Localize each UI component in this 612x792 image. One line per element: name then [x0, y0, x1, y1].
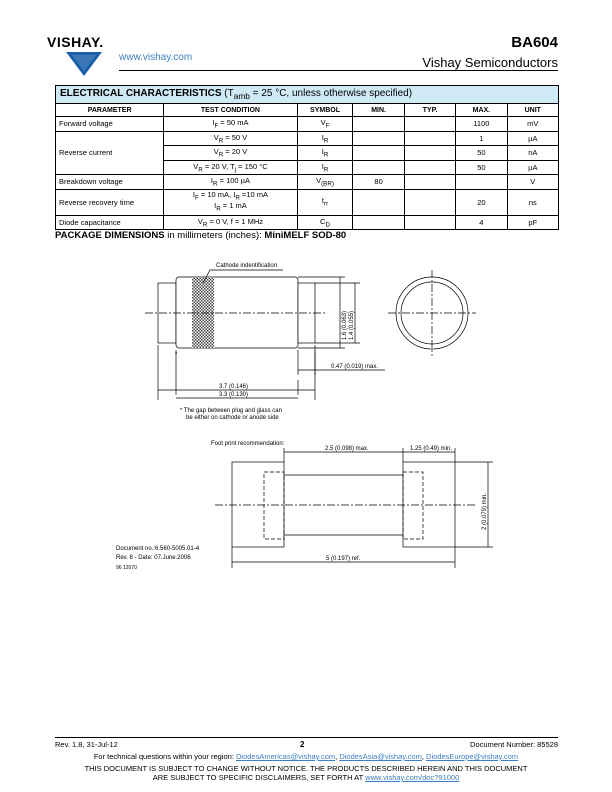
document-number-note: Document no.:6.560-5005.01-4 — [116, 546, 200, 552]
email-americas-link[interactable]: DiodesAmericas@vishay.com — [236, 752, 336, 761]
gap-note-line2: be either on cathode or anode side — [186, 415, 279, 421]
drawing-number: 96 12070 — [116, 565, 137, 571]
asterisk-mark: * — [175, 352, 178, 358]
dim-1-6: 1.6 (0.063) — [342, 310, 348, 340]
dim-2-5: 2.5 (0.098) max. — [325, 446, 369, 452]
table-row: Diode capacitance $V_R = 0$ V, f = 1 MHz $C_D$ 4 pF — [56, 215, 559, 230]
col-parameter: PARAMETER — [56, 104, 164, 117]
disclaimer-link[interactable]: www.vishay.com/doc?91000 — [365, 773, 460, 782]
footer-contact: For technical questions within your region: DiodesAmericas@vishay.com, DiodesAsia@vishay.com, DiodesEurope@vishay.com — [93, 752, 519, 761]
col-min: MIN. — [353, 104, 404, 117]
gap-note-line1: * The gap between plug and glass can — [180, 408, 282, 414]
table-row: Breakdown voltage $I_R = 100$ µA $V_{(BR)}$ 80 V — [56, 175, 559, 190]
revision-note: Rev. 8 - Date: 07.June.2006 — [116, 555, 191, 561]
footprint-right-pad — [403, 462, 455, 547]
footer-revision: Rev. 1.8, 31-Jul-12 — [55, 740, 118, 749]
table-row: Reverse recovery time $I_F = 10$ mA, $I_R =10$ mA $I_R = 1$ mA $t_{rr}$ 20 ns — [56, 189, 559, 215]
dim-3-3: 3.3 (0.130) — [219, 392, 249, 398]
footprint-label: Foot print recommendation: — [211, 441, 285, 447]
col-max: MAX. — [456, 104, 507, 117]
email-europe-link[interactable]: DiodesEurope@vishay.com — [426, 752, 519, 761]
col-typ: TYP. — [404, 104, 455, 117]
footer-disclaimer: THIS DOCUMENT IS SUBJECT TO CHANGE WITHOUT NOTICE. THE PRODUCTS DESCRIBED HEREIN AND THIS DOCUMENT ARE SUBJECT TO SPECIFIC DISCLAIMERS, SET FORTH AT www.vishay.com/doc?91000 — [84, 764, 528, 782]
cathode-label: Cathode indentification — [216, 263, 278, 269]
dim-3-7: 3.7 (0.146) — [219, 384, 249, 390]
table-row: Forward voltage $I_F = 50$ mA $V_F$ 1100 mV — [56, 117, 559, 132]
dim-2: 2 (0.079) min. — [482, 492, 488, 530]
dim-1-25: 1.25 (0.49) min. — [410, 446, 453, 452]
dim-0-47: 0.47 (0.019) max. — [331, 364, 379, 370]
table-row: Reverse current $V_R = 50$ V $I_R$ 1 µA — [56, 131, 559, 146]
email-asia-link[interactable]: DiodesAsia@vishay.com — [339, 752, 422, 761]
vishay-logo: VISHAY. — [47, 34, 104, 50]
footprint-left-pad — [232, 462, 284, 547]
table-row: $V_R = 20$ V, $T_j = 150$ °C $I_R$ 50 µA — [56, 160, 559, 175]
cathode-band — [192, 277, 214, 348]
part-number: BA604 — [511, 34, 558, 51]
col-unit: UNIT — [507, 104, 558, 117]
table-title: ELECTRICAL CHARACTERISTICS ($T_{amb} = 25$ °C, unless otherwise specified) — [56, 86, 559, 104]
table-row: $V_R = 20$ V $I_R$ 50 nA — [56, 146, 559, 161]
dim-5: 5 (0.197) ref. — [326, 556, 361, 562]
col-test-condition: TEST CONDITION — [164, 104, 297, 117]
page-number: 2 — [300, 740, 305, 749]
website-link[interactable]: www.vishay.com — [119, 52, 193, 63]
footer-document-number: Document Number: 85528 — [470, 740, 558, 749]
dim-1-4: 1.4 (0.055) — [349, 310, 355, 340]
package-dimensions-heading: PACKAGE DIMENSIONS in millimeters (inches): MiniMELF SOD-80 — [55, 230, 347, 241]
footer-divider — [55, 737, 558, 738]
company-name: Vishay Semiconductors — [422, 55, 558, 70]
col-symbol: SYMBOL — [297, 104, 353, 117]
